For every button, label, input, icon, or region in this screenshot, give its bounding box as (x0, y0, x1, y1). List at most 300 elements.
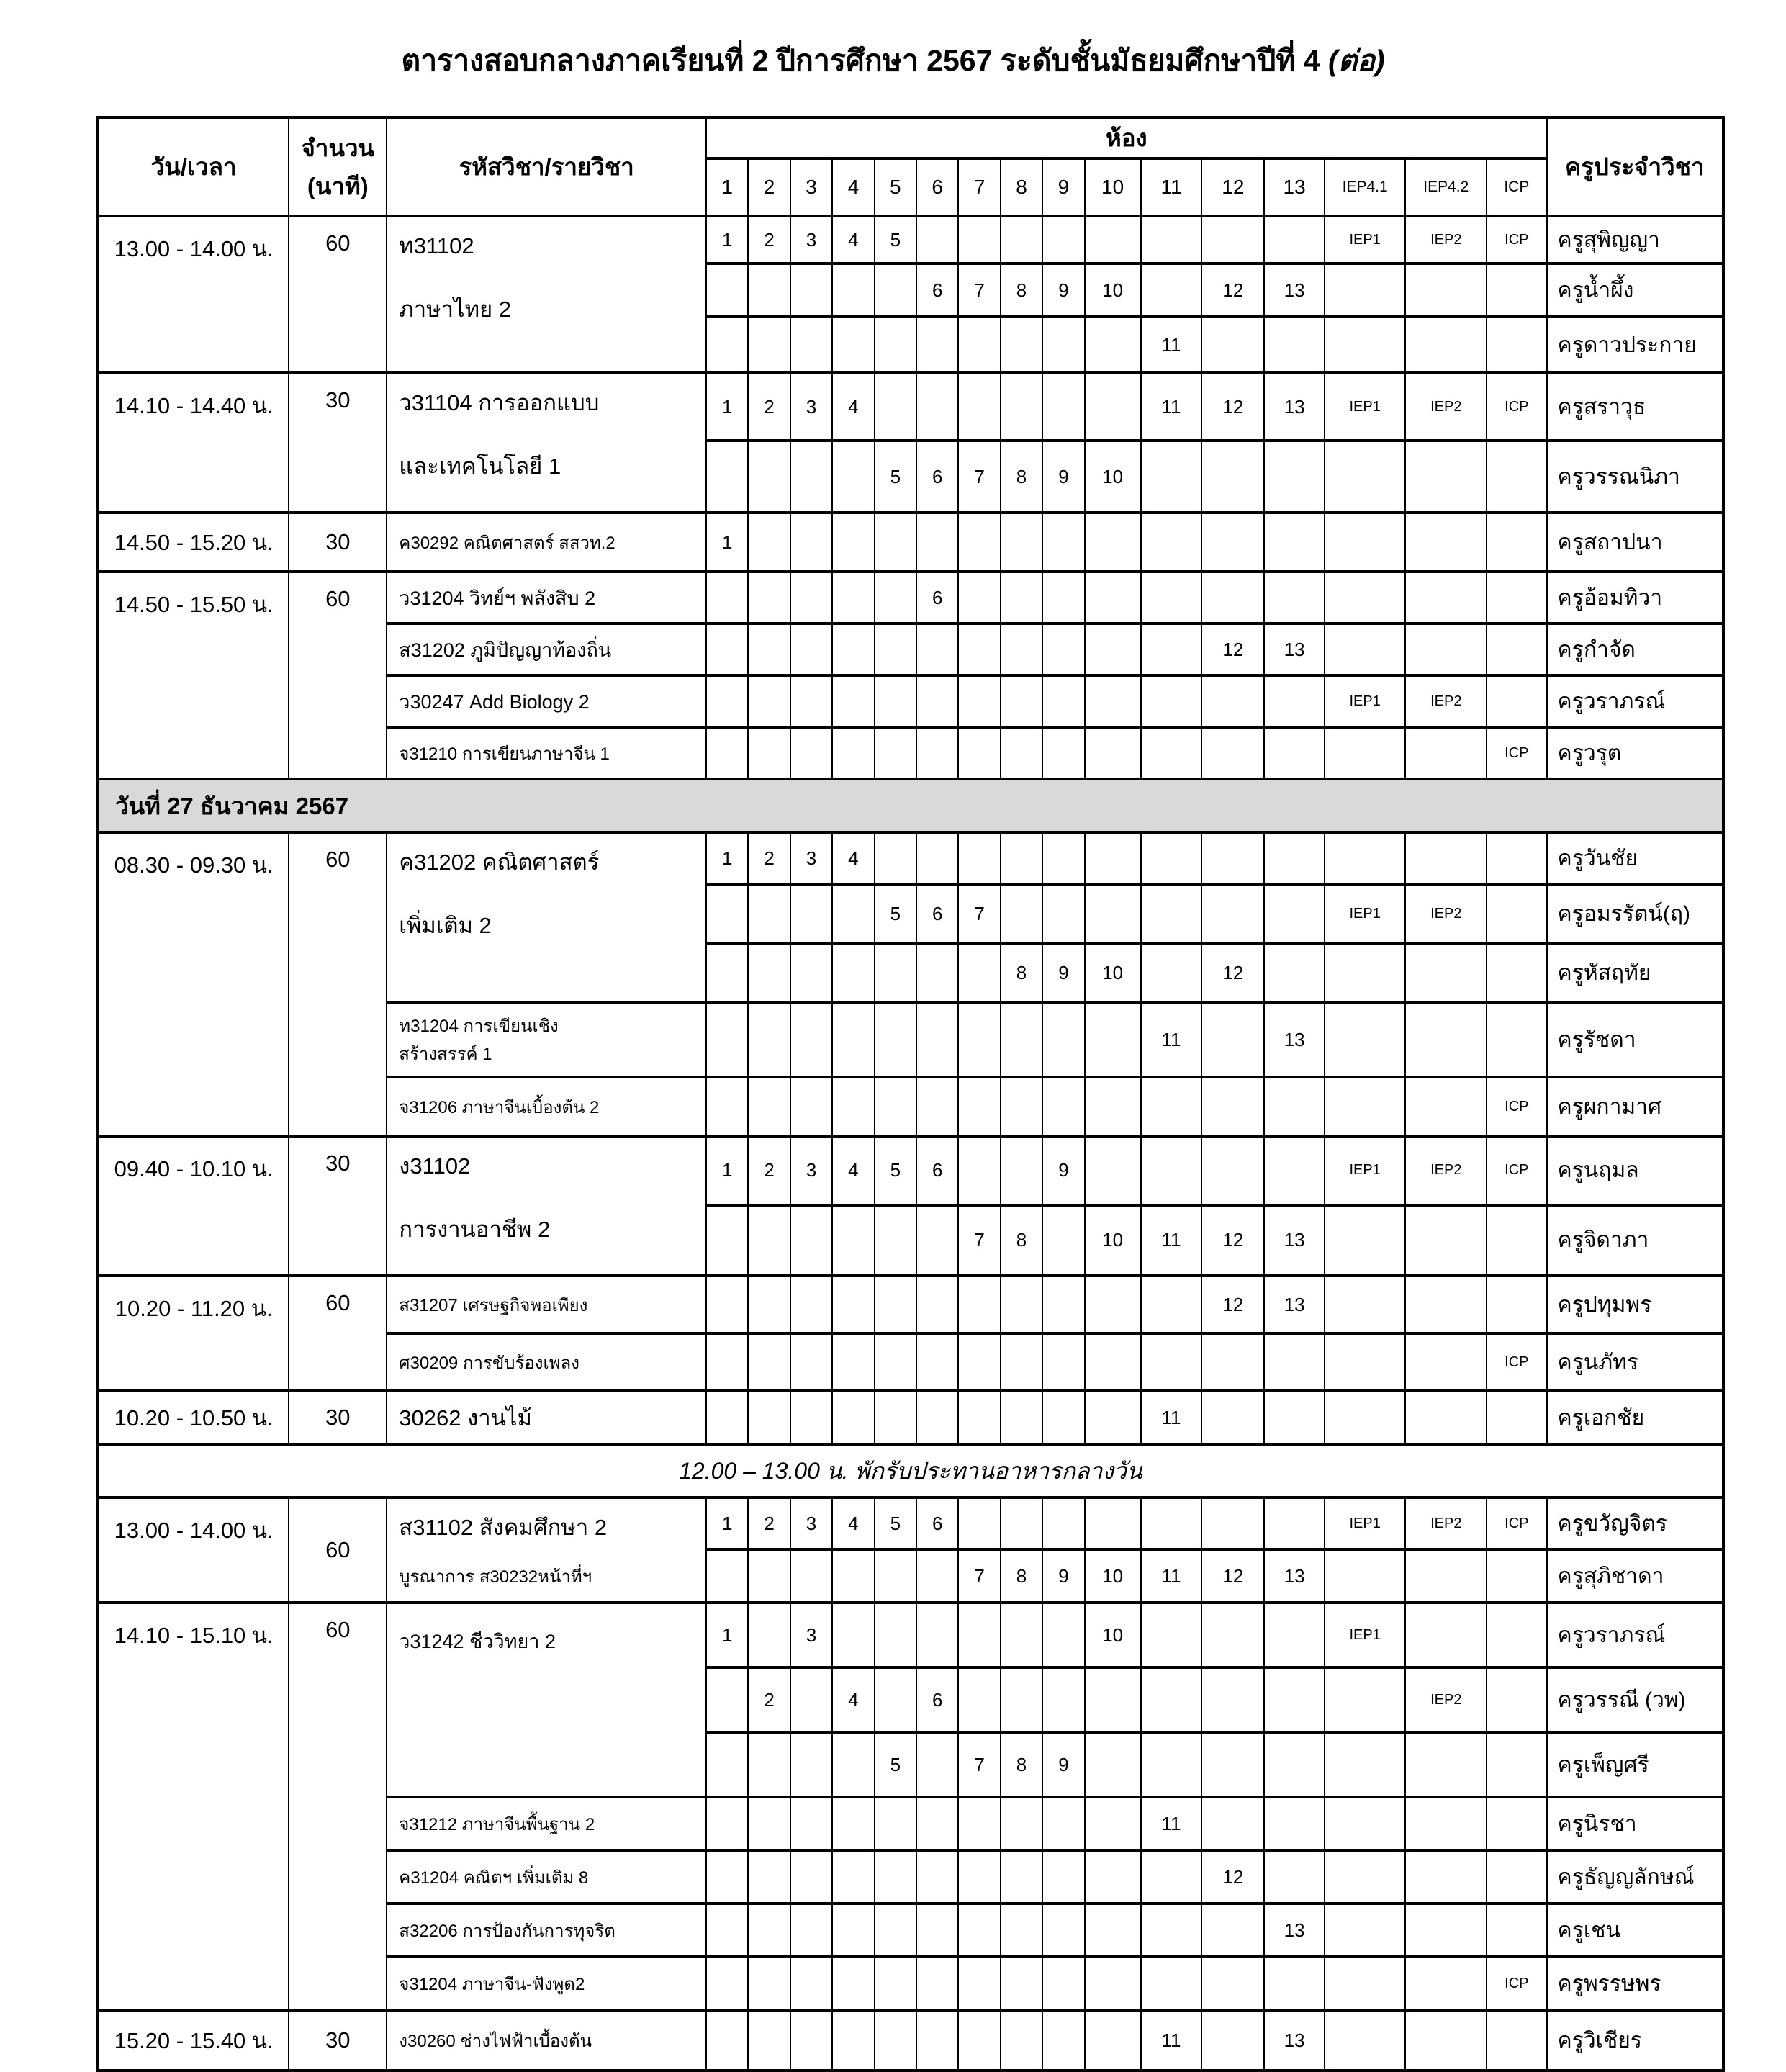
room-cell-iep41 (1325, 943, 1406, 1002)
room-cell-icp (1487, 1603, 1547, 1667)
room-cell-r11 (1141, 1957, 1202, 2010)
room-cell-r12 (1201, 2010, 1264, 2071)
room-cell-r6 (916, 317, 958, 373)
room-cell-icp (1487, 1797, 1547, 1850)
room-cell-r3 (790, 675, 832, 727)
room-cell-r2 (748, 1904, 790, 1957)
minutes-cell: 30 (289, 373, 387, 513)
room-cell-r2 (748, 1850, 790, 1904)
room-cell-r1 (706, 263, 748, 317)
room-cell-iep42 (1405, 943, 1487, 1002)
room-cell-r1 (706, 317, 748, 373)
room-cell-r10 (1085, 373, 1141, 441)
room-cell-r6 (916, 1205, 958, 1276)
room-cell-r8 (1001, 1136, 1042, 1205)
room-cell-iep42 (1405, 513, 1487, 572)
room-cell-r3 (790, 1732, 832, 1797)
room-cell-r6 (916, 623, 958, 675)
room-cell-r9 (1042, 1391, 1084, 1444)
room-cell-r13 (1264, 513, 1325, 572)
teacher-cell: ครูวรุต (1547, 727, 1723, 779)
room-cell-r11 (1141, 727, 1202, 779)
room-cell-r2: 2 (748, 832, 790, 884)
room-cell-r5 (875, 1333, 916, 1391)
room-cell-r13: 13 (1264, 373, 1325, 441)
subject-cell (387, 1497, 706, 1603)
room-cell-iep41 (1325, 1732, 1406, 1797)
room-cell-r11 (1141, 216, 1202, 263)
header-minutes-line2: (นาที) (307, 172, 369, 199)
room-cell-r11 (1141, 1136, 1202, 1205)
teacher-cell: ครูกำจัด (1547, 623, 1723, 675)
room-cell-r13 (1264, 1136, 1325, 1205)
room-cell-r9: 9 (1042, 943, 1084, 1002)
room-cell-r3 (790, 2010, 832, 2071)
header-room-icp: ICP (1487, 158, 1547, 216)
room-cell-r10 (1085, 832, 1141, 884)
room-cell-iep42 (1405, 572, 1487, 623)
room-cell-r1: 1 (706, 513, 748, 572)
subject-cell: ว30247 Add Biology 2 (387, 675, 706, 727)
room-cell-r1: 1 (706, 832, 748, 884)
header-room-13: 13 (1264, 158, 1325, 216)
room-cell-r10 (1085, 216, 1141, 263)
room-cell-icp (1487, 1850, 1547, 1904)
room-cell-r6: 6 (916, 1497, 958, 1549)
room-cell-iep42 (1405, 1957, 1487, 2010)
room-cell-iep42 (1405, 2010, 1487, 2071)
subject-cell (387, 1002, 706, 1077)
room-cell-r12: 12 (1201, 263, 1264, 317)
room-cell-r4: 4 (832, 1667, 874, 1732)
room-cell-iep42 (1405, 1904, 1487, 1957)
room-cell-iep41: IEP1 (1325, 1136, 1406, 1205)
room-cell-r2: 2 (748, 1667, 790, 1732)
room-cell-r6 (916, 373, 958, 441)
room-cell-r11 (1141, 1497, 1202, 1549)
minutes-cell: 60 (289, 1276, 387, 1391)
table-row (98, 832, 1723, 884)
room-cell-r2: 2 (748, 1136, 790, 1205)
teacher-cell: ครูวรรณี (วพ) (1547, 1667, 1723, 1732)
room-cell-iep41 (1325, 441, 1406, 513)
room-cell-r13 (1264, 1667, 1325, 1732)
room-cell-r7 (958, 727, 1000, 779)
room-cell-icp (1487, 317, 1547, 373)
room-cell-r3 (790, 623, 832, 675)
room-cell-icp: ICP (1487, 1957, 1547, 2010)
room-cell-r5 (875, 373, 916, 441)
room-cell-iep41 (1325, 727, 1406, 779)
room-cell-r3: 3 (790, 1497, 832, 1549)
time-cell: 15.20 - 15.40 น. (98, 2010, 289, 2071)
room-cell-r8: 8 (1001, 441, 1042, 513)
room-cell-r5 (875, 1667, 916, 1732)
room-cell-icp (1487, 2010, 1547, 2071)
room-cell-r1 (706, 2010, 748, 2071)
subject-cell: 30262 งานไม้ (387, 1391, 706, 1444)
table-row (98, 1391, 1723, 1444)
room-cell-r4 (832, 1732, 874, 1797)
room-cell-r5 (875, 727, 916, 779)
room-cell-r2 (748, 1391, 790, 1444)
room-cell-r4: 4 (832, 1497, 874, 1549)
room-cell-r3 (790, 943, 832, 1002)
room-cell-icp: ICP (1487, 1497, 1547, 1549)
room-cell-r9 (1042, 1002, 1084, 1077)
header-room-group: ห้อง (706, 117, 1547, 158)
room-cell-r8 (1001, 884, 1042, 943)
room-cell-r8 (1001, 1850, 1042, 1904)
room-cell-r13 (1264, 884, 1325, 943)
room-cell-r1: 1 (706, 1136, 748, 1205)
subject-cell: จ31204 ภาษาจีน-ฟังพูด2 (387, 1957, 706, 2010)
subject-line: ท31204 การเขียนเชิง (399, 1017, 559, 1036)
room-cell-r2 (748, 513, 790, 572)
room-cell-r8: 8 (1001, 263, 1042, 317)
room-cell-r6: 6 (916, 263, 958, 317)
teacher-cell: ครูอ้อมทิวา (1547, 572, 1723, 623)
room-cell-r1: 1 (706, 373, 748, 441)
room-cell-iep42 (1405, 1333, 1487, 1391)
room-cell-r10 (1085, 2010, 1141, 2071)
room-cell-r6: 6 (916, 1667, 958, 1732)
room-cell-r13: 13 (1264, 1002, 1325, 1077)
room-cell-iep41 (1325, 1205, 1406, 1276)
room-cell-r2 (748, 441, 790, 513)
room-cell-r11: 11 (1141, 317, 1202, 373)
room-cell-r9: 9 (1042, 441, 1084, 513)
room-cell-iep42 (1405, 1391, 1487, 1444)
room-cell-iep42 (1405, 623, 1487, 675)
room-cell-r1: 1 (706, 216, 748, 263)
room-cell-r2 (748, 317, 790, 373)
lunch-label: 12.00 – 13.00 น. พักรับประทานอาหารกลางวัน (98, 1444, 1723, 1497)
table-row (98, 1276, 1723, 1333)
room-cell-r10 (1085, 1850, 1141, 1904)
table-row (98, 1136, 1723, 1205)
minutes-cell: 30 (289, 513, 387, 572)
room-cell-r2 (748, 1333, 790, 1391)
room-cell-r7 (958, 1603, 1000, 1667)
room-cell-icp: ICP (1487, 1136, 1547, 1205)
room-cell-iep42 (1405, 317, 1487, 373)
room-cell-r10 (1085, 1732, 1141, 1797)
room-cell-r5 (875, 1603, 916, 1667)
room-cell-r12: 12 (1201, 943, 1264, 1002)
room-cell-r5 (875, 832, 916, 884)
room-cell-r12 (1201, 1957, 1264, 2010)
room-cell-r5 (875, 1205, 916, 1276)
teacher-cell: ครูสุภิชาดา (1547, 1549, 1723, 1603)
teacher-cell: ครูเอกชัย (1547, 1391, 1723, 1444)
room-cell-r8 (1001, 623, 1042, 675)
room-cell-r11 (1141, 675, 1202, 727)
room-cell-r10 (1085, 1797, 1141, 1850)
room-cell-r6 (916, 1904, 958, 1957)
room-cell-r3 (790, 1391, 832, 1444)
room-cell-r8: 8 (1001, 1549, 1042, 1603)
room-cell-iep41: IEP1 (1325, 1497, 1406, 1549)
room-cell-iep41: IEP1 (1325, 216, 1406, 263)
page-title (0, 37, 1786, 84)
room-cell-r10 (1085, 1077, 1141, 1136)
subject-cell: ส31207 เศรษฐกิจพอเพียง (387, 1276, 706, 1333)
room-cell-r1 (706, 943, 748, 1002)
room-cell-iep42: IEP2 (1405, 216, 1487, 263)
room-cell-r2 (748, 1002, 790, 1077)
room-cell-r10 (1085, 675, 1141, 727)
page-title-continued: (ต่อ) (1327, 44, 1385, 77)
subject-cell: จ31212 ภาษาจีนพื้นฐาน 2 (387, 1797, 706, 1850)
subject-cell: จ31210 การเขียนภาษาจีน 1 (387, 727, 706, 779)
room-cell-r2 (748, 263, 790, 317)
room-cell-r4 (832, 263, 874, 317)
room-cell-r1: 1 (706, 1497, 748, 1549)
room-cell-r12 (1201, 727, 1264, 779)
room-cell-r13: 13 (1264, 1205, 1325, 1276)
teacher-cell: ครูดาวประกาย (1547, 317, 1723, 373)
minutes-cell: 30 (289, 1391, 387, 1444)
room-cell-r9 (1042, 1850, 1084, 1904)
room-cell-icp (1487, 943, 1547, 1002)
room-cell-r12 (1201, 1667, 1264, 1732)
room-cell-r6 (916, 1002, 958, 1077)
room-cell-r6 (916, 675, 958, 727)
room-cell-r8 (1001, 1391, 1042, 1444)
room-cell-r10: 10 (1085, 441, 1141, 513)
room-cell-r6: 6 (916, 441, 958, 513)
room-cell-r4 (832, 572, 874, 623)
header-room-2: 2 (748, 158, 790, 216)
header-room-11: 11 (1141, 158, 1202, 216)
room-cell-icp: ICP (1487, 727, 1547, 779)
room-cell-iep42: IEP2 (1405, 373, 1487, 441)
room-cell-r4: 4 (832, 832, 874, 884)
room-cell-r1 (706, 623, 748, 675)
room-cell-r10 (1085, 1904, 1141, 1957)
room-cell-r1 (706, 1333, 748, 1391)
room-cell-iep41 (1325, 1276, 1406, 1333)
room-cell-r11 (1141, 513, 1202, 572)
room-cell-r5 (875, 1549, 916, 1603)
room-cell-r5: 5 (875, 216, 916, 263)
time-cell: 14.50 - 15.20 น. (98, 513, 289, 572)
room-cell-r7: 7 (958, 441, 1000, 513)
room-cell-r12: 12 (1201, 373, 1264, 441)
room-cell-r4 (832, 1276, 874, 1333)
header-room-1: 1 (706, 158, 748, 216)
room-cell-r5 (875, 1797, 916, 1850)
room-cell-r13 (1264, 727, 1325, 779)
room-cell-r4 (832, 1391, 874, 1444)
header-day-time: วัน/เวลา (98, 117, 289, 216)
room-cell-iep42 (1405, 441, 1487, 513)
header-room-iep41: IEP4.1 (1325, 158, 1406, 216)
room-cell-r9 (1042, 1333, 1084, 1391)
page-title-text: ตารางสอบกลางภาคเรียนที่ 2 ปีการศึกษา 2567 ระดับชั้นมัธยมศึกษาปีที่ 4 (401, 44, 1328, 77)
room-cell-r10 (1085, 1333, 1141, 1391)
room-cell-r12 (1201, 1904, 1264, 1957)
room-cell-r9 (1042, 1077, 1084, 1136)
room-cell-r11 (1141, 832, 1202, 884)
room-cell-r2 (748, 675, 790, 727)
room-cell-r4 (832, 1797, 874, 1850)
minutes-cell: 30 (289, 2010, 387, 2071)
room-cell-iep41 (1325, 572, 1406, 623)
table-row (98, 2010, 1723, 2071)
room-cell-iep42 (1405, 1850, 1487, 1904)
room-cell-r4 (832, 1549, 874, 1603)
room-cell-r9 (1042, 727, 1084, 779)
room-cell-icp: ICP (1487, 216, 1547, 263)
room-cell-r1 (706, 1002, 748, 1077)
room-cell-r3 (790, 317, 832, 373)
room-cell-r5 (875, 623, 916, 675)
table-row (98, 216, 1723, 263)
teacher-cell: ครูสุพิญญา (1547, 216, 1723, 263)
room-cell-r5 (875, 1276, 916, 1333)
room-cell-r1 (706, 1957, 748, 2010)
room-cell-r4 (832, 1850, 874, 1904)
room-cell-r8 (1001, 1667, 1042, 1732)
teacher-cell: ครูเพ็ญศรี (1547, 1732, 1723, 1797)
room-cell-r4 (832, 1077, 874, 1136)
teacher-cell: ครูวิเชียร (1547, 2010, 1723, 2071)
table-row (98, 513, 1723, 572)
room-cell-r11 (1141, 263, 1202, 317)
room-cell-r6 (916, 727, 958, 779)
room-cell-r7 (958, 623, 1000, 675)
room-cell-r1 (706, 884, 748, 943)
room-cell-r8 (1001, 832, 1042, 884)
room-cell-icp (1487, 513, 1547, 572)
room-cell-r8 (1001, 513, 1042, 572)
time-cell: 10.20 - 11.20 น. (98, 1276, 289, 1391)
room-cell-r3 (790, 1002, 832, 1077)
header-room-5: 5 (875, 158, 916, 216)
teacher-cell: ครูธัญญลักษณ์ (1547, 1850, 1723, 1904)
room-cell-r2: 2 (748, 1497, 790, 1549)
room-cell-r8 (1001, 373, 1042, 441)
room-cell-r7 (958, 572, 1000, 623)
subject-cell: ค30292 คณิตศาสตร์ สสวท.2 (387, 513, 706, 572)
room-cell-r12: 12 (1201, 1276, 1264, 1333)
minutes-cell: 30 (289, 1136, 387, 1276)
room-cell-r8: 8 (1001, 1205, 1042, 1276)
room-cell-iep41: IEP1 (1325, 373, 1406, 441)
room-cell-r2 (748, 1205, 790, 1276)
header-room-6: 6 (916, 158, 958, 216)
header-room-12: 12 (1201, 158, 1264, 216)
room-cell-icp (1487, 1205, 1547, 1276)
room-cell-r6 (916, 943, 958, 1002)
room-cell-r8 (1001, 727, 1042, 779)
room-cell-r4 (832, 1002, 874, 1077)
header-subject: รหัสวิชา/รายวิชา (387, 117, 706, 216)
room-cell-r3 (790, 1850, 832, 1904)
room-cell-r10 (1085, 884, 1141, 943)
room-cell-r13: 13 (1264, 263, 1325, 317)
section-row (98, 779, 1723, 832)
teacher-cell: ครูวราภรณ์ (1547, 675, 1723, 727)
section-date-label: วันที่ 27 ธันวาคม 2567 (98, 779, 1723, 832)
room-cell-r7 (958, 1333, 1000, 1391)
room-cell-r3: 3 (790, 1136, 832, 1205)
teacher-cell: ครูวราภรณ์ (1547, 1603, 1723, 1667)
subject-line: ง31102 (399, 1153, 471, 1179)
room-cell-r6 (916, 1549, 958, 1603)
subject-cell: ศ30209 การขับร้องเพลง (387, 1333, 706, 1391)
room-cell-r3 (790, 1957, 832, 2010)
room-cell-r2 (748, 572, 790, 623)
room-cell-r11 (1141, 1904, 1202, 1957)
room-cell-iep41 (1325, 513, 1406, 572)
subject-line: ท31102 (399, 233, 474, 258)
room-cell-r7 (958, 832, 1000, 884)
room-cell-r9 (1042, 1957, 1084, 2010)
room-cell-r9 (1042, 216, 1084, 263)
time-cell: 13.00 - 14.00 น. (98, 216, 289, 373)
room-cell-r2 (748, 1549, 790, 1603)
room-cell-iep42 (1405, 1797, 1487, 1850)
header-row-group (98, 117, 1723, 158)
room-cell-r12: 12 (1201, 1549, 1264, 1603)
room-cell-r2 (748, 1732, 790, 1797)
room-cell-r7 (958, 1391, 1000, 1444)
room-cell-r3 (790, 1667, 832, 1732)
room-cell-r13 (1264, 1850, 1325, 1904)
room-cell-r7 (958, 1136, 1000, 1205)
room-cell-r12 (1201, 513, 1264, 572)
room-cell-r13 (1264, 1333, 1325, 1391)
header-room-7: 7 (958, 158, 1000, 216)
time-cell: 14.10 - 14.40 น. (98, 373, 289, 513)
room-cell-r9: 9 (1042, 1732, 1084, 1797)
teacher-cell: ครูนภัทร (1547, 1333, 1723, 1391)
room-cell-r1 (706, 1732, 748, 1797)
room-cell-r5 (875, 1002, 916, 1077)
header-room-9: 9 (1042, 158, 1084, 216)
room-cell-r11: 11 (1141, 1797, 1202, 1850)
room-cell-r10 (1085, 513, 1141, 572)
room-cell-r3 (790, 1904, 832, 1957)
room-cell-r10: 10 (1085, 263, 1141, 317)
room-cell-r8 (1001, 675, 1042, 727)
room-cell-r7 (958, 513, 1000, 572)
room-cell-r11 (1141, 1077, 1202, 1136)
room-cell-r2 (748, 623, 790, 675)
room-cell-r6 (916, 832, 958, 884)
teacher-cell: ครูสราวุธ (1547, 373, 1723, 441)
room-cell-r2 (748, 1077, 790, 1136)
room-cell-r8 (1001, 1002, 1042, 1077)
room-cell-r11 (1141, 884, 1202, 943)
room-cell-r12 (1201, 1603, 1264, 1667)
minutes-cell: 60 (289, 572, 387, 779)
room-cell-r9 (1042, 513, 1084, 572)
room-cell-iep42 (1405, 1205, 1487, 1276)
room-cell-iep41 (1325, 1797, 1406, 1850)
room-cell-r9 (1042, 317, 1084, 373)
room-cell-r10: 10 (1085, 1549, 1141, 1603)
subject-cell (387, 1136, 706, 1276)
room-cell-iep42 (1405, 1603, 1487, 1667)
room-cell-icp (1487, 675, 1547, 727)
room-cell-r3: 3 (790, 216, 832, 263)
room-cell-r12 (1201, 1333, 1264, 1391)
room-cell-iep42 (1405, 1732, 1487, 1797)
